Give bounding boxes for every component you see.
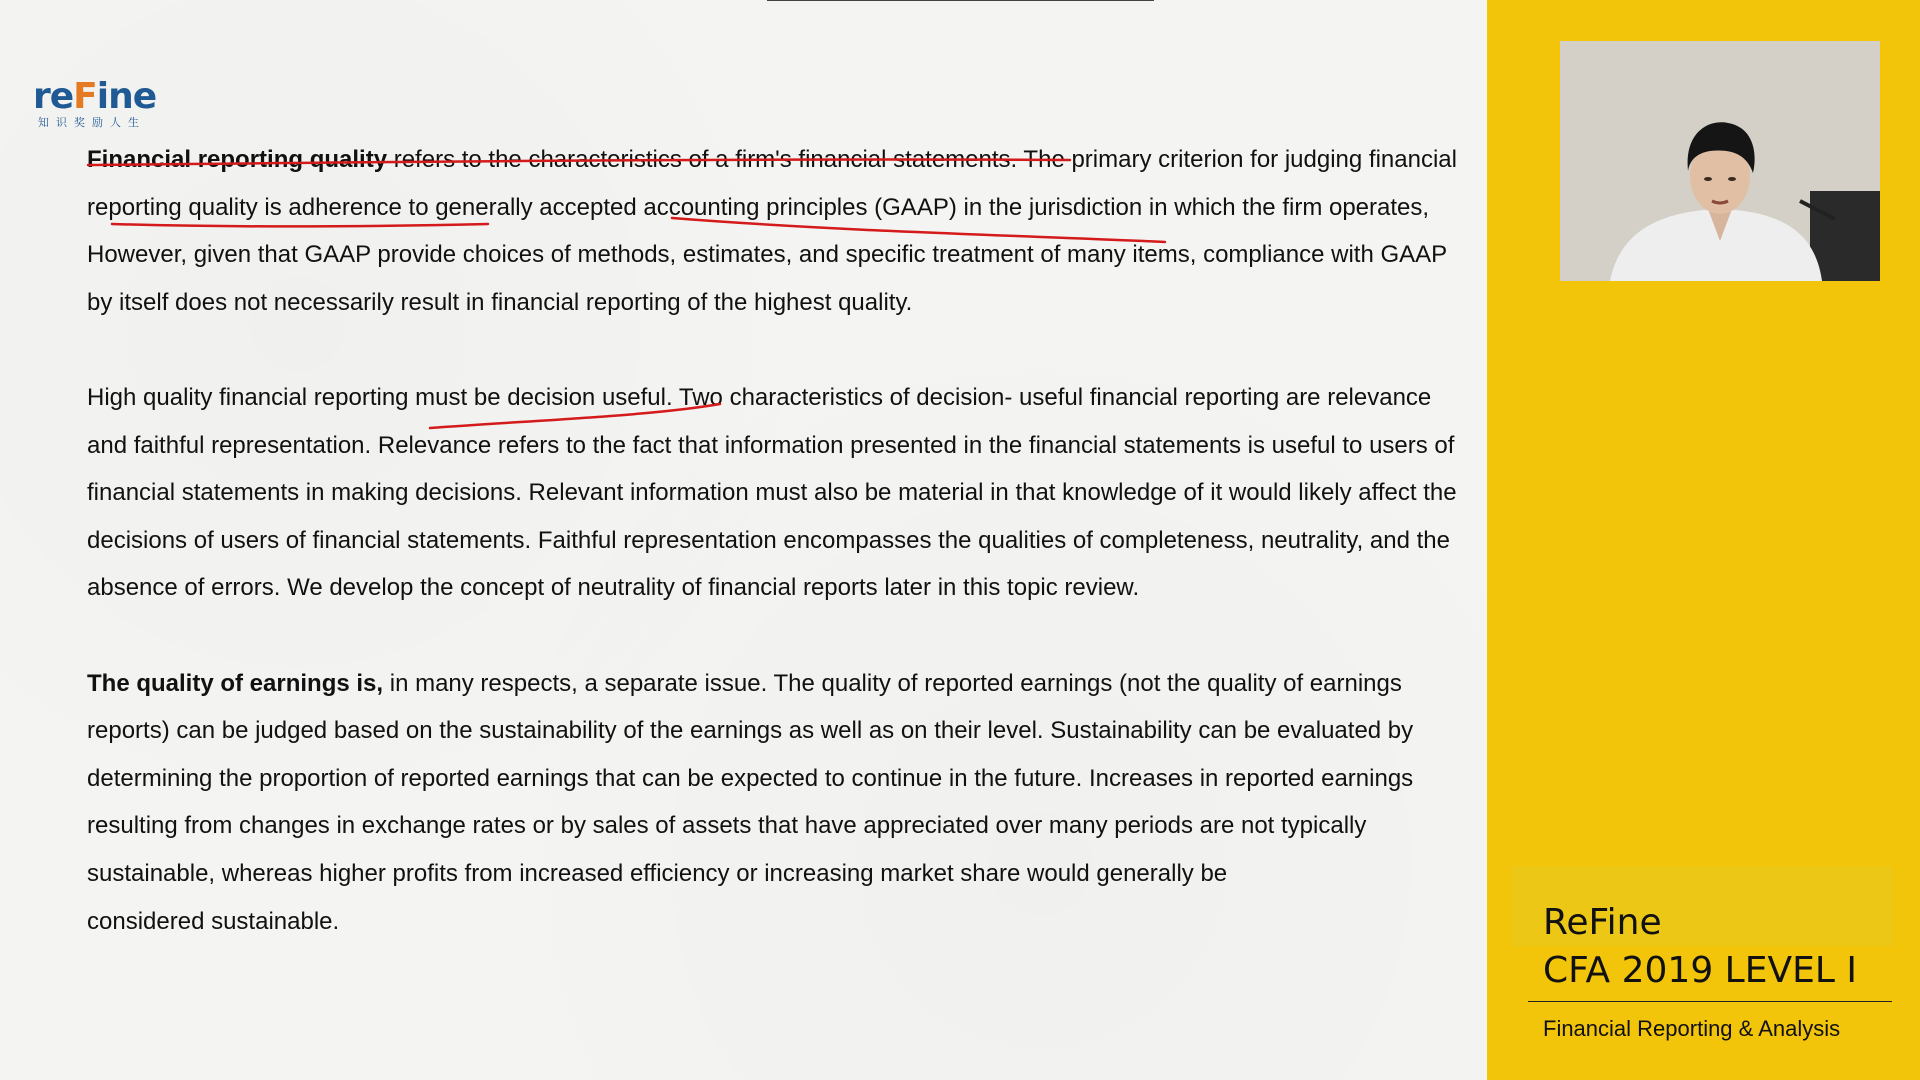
paragraph-3-bold: The quality of earnings is, — [87, 669, 384, 697]
paragraph-financial-reporting-quality — [87, 136, 1462, 326]
slide-body-text — [87, 136, 1462, 945]
logo-wordmark — [33, 78, 173, 116]
logo-part-re: re — [33, 76, 74, 117]
paragraph-2-text: High quality financial reporting must be decision useful. Two characteristics of decision- useful financial reporting are relevance and faithful representation. Relevance refers to the fact that information presented in the financial statements is useful to users of financial statements in making decisions. Relevant information must also be material in that knowledge of it would likely affect the decisions of users of financial statements. Faithful representation encompasses the qualities of completeness, neutrality, and the absence of errors. We develop the concept of neutrality of financial reports later in this topic review. — [87, 383, 1457, 602]
course-sidebar — [1487, 0, 1920, 1080]
paragraph-quality-of-earnings — [87, 660, 1462, 946]
logo-part-ine: ine — [96, 76, 157, 117]
presenter-image — [1560, 41, 1880, 281]
paragraph-decision-useful — [87, 374, 1462, 612]
course-subject: Financial Reporting & Analysis — [1543, 1016, 1841, 1041]
paragraph-1-text: refers to the characteristics of a firm's financial statements. The primary criterion for judging financial reporting quality is adherence to generally accepted accounting principles (GAAP) in the jurisdiction in which the firm operates, However, given that GAAP provide choices of methods, estimates, and specific treatment of many items, compliance with GAAP by itself does not necessarily result in financial reporting of the highest quality. — [87, 146, 1457, 316]
course-title: CFA 2019 LEVEL I — [1543, 950, 1857, 991]
course-brand: ReFine — [1543, 902, 1662, 943]
course-divider — [1528, 1001, 1892, 1002]
logo-part-f: F — [73, 76, 97, 117]
paragraph-3-text: in many respects, a separate issue. The quality of reported earnings (not the quality of earnings reports) can be judged based on the sustainability of the earnings as well as on their level. Sustainability can be evaluated by determining the proportion of reported earnings that can be expected to continue in the future. Increases in reported earnings resulting from changes in exchange rates or by sales of assets that have appreciated over many periods are not typically sustainable, whereas higher profits from increased efficiency or increasing market share would generally be — [87, 669, 1414, 887]
paragraph-1-bold: Financial reporting quality — [87, 146, 388, 173]
paragraph-3-tail: considered sustainable. — [87, 907, 340, 935]
refine-logo — [33, 78, 173, 130]
logo-tagline: 知识奖励人生 — [38, 116, 146, 129]
top-divider — [767, 0, 1154, 1]
presenter-webcam — [1560, 41, 1880, 281]
